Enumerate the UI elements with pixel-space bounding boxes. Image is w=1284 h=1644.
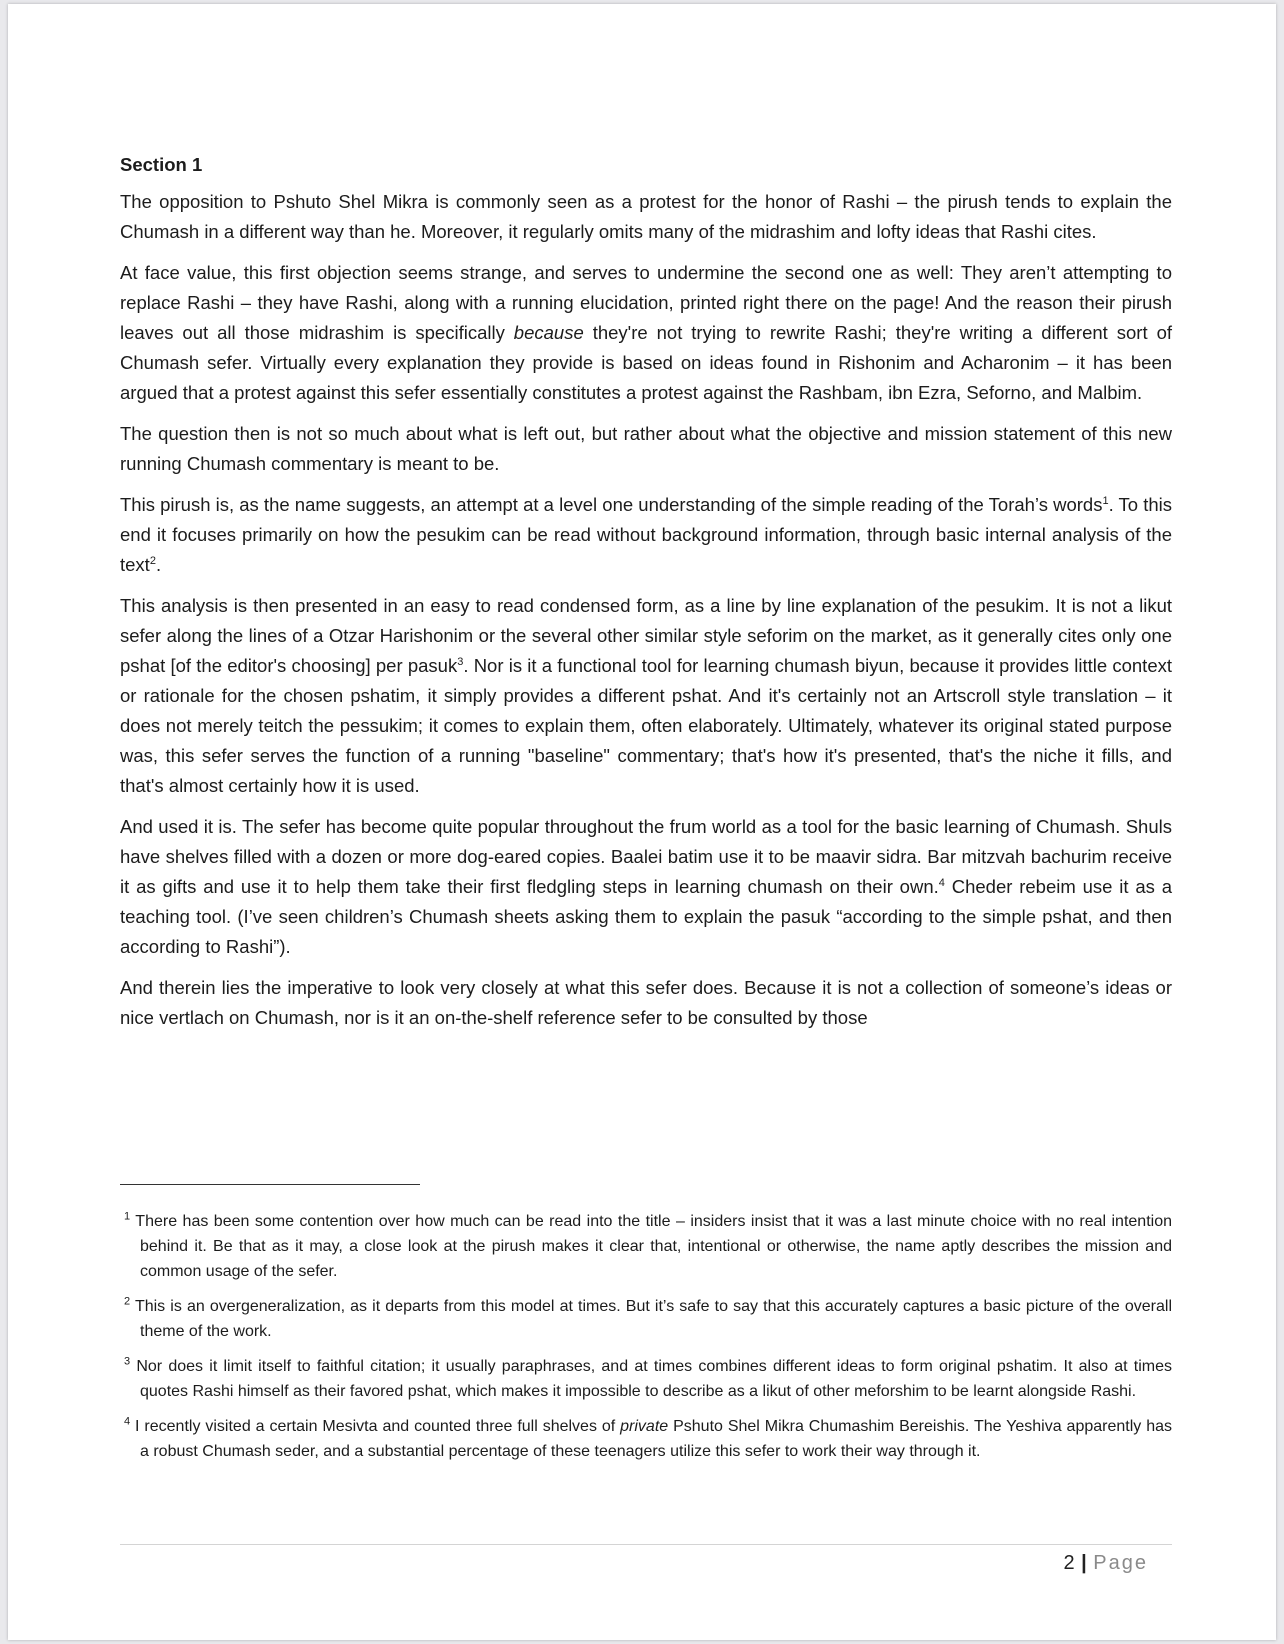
paragraph-6: And used it is. The sefer has become quite popular throughout the frum world as a tool for the basic learning of Chumash. Shuls have shelves filled with a dozen or more dog-eared copies. Baalei batim use it to be maavir sidra. Bar mitzvah bachurim receive it as gifts and use it to help them take their first fledgling steps in learning chumash on their own.$^4$ Cheder rebeim use it as a teaching tool. (I’ve seen children’s Chumash sheets asking them to explain the pasuk “according to the simple pshat, and then according to Rashi”). [120, 816, 1172, 957]
footnote-ref-2[interactable]: 2 [149, 554, 156, 567]
paragraph-2: At face value, this first objection seems strange, and serves to undermine the second one as well: They aren’t attempting to replace Rashi – they have Rashi, along with a running elucidation, printed right there on the page! And the reason their pirush leaves out all those midrashim is specifically because they're not trying to rewrite Rashi; they're writing a different sort of Chumash sefer. Virtually every explanation they provide is based on ideas found in Rishonim and Acharonim – it has been argued that a protest against this sefer essentially constitutes a protest against the Rashbam, ibn Ezra, Seforno, and Malbim. [120, 262, 1172, 403]
footnote-ref-1[interactable]: 1 [1102, 494, 1109, 507]
footnote-ref-4[interactable]: 4 [938, 876, 945, 889]
main-text [120, 154, 1172, 1044]
document-page [8, 4, 1276, 1640]
footnote-ref-3[interactable]: 3 [457, 655, 464, 668]
paragraph-1: The opposition to Pshuto Shel Mikra is commonly seen as a protest for the honor of Rashi – the pirush tends to explain the Chumash in a different way than he. Moreover, it regularly omits many of the midrashim and lofty ideas that Rashi cites. [120, 191, 1172, 242]
footnotes-section [120, 1184, 1172, 1474]
footnote-separator [120, 1184, 420, 1185]
paragraph-3: The question then is not so much about what is left out, but rather about what the objective and mission statement of this new running Chumash commentary is meant to be. [120, 423, 1172, 474]
footnote-4: $^4$ I recently visited a certain Mesivta and counted three full shelves of private Pshuto Shel Mikra Chumashim Bereishis. The Yeshiva apparently has a robust Chumash seder, and a substantial percentage of these teenagers utilize this sefer to work their way through it. [124, 1415, 1172, 1460]
paragraph-7: And therein lies the imperative to look very closely at what this sefer does. Because it is not a collection of someone’s ideas or nice vertlach on Chumash, nor is it an on-the-shelf reference sefer to be consulted by those [120, 977, 1172, 1028]
section-heading: Section 1 [120, 154, 203, 175]
footnote-2: $^2$ This is an overgeneralization, as it departs from this model at times. But it’s safe to say that this accurately captures a basic picture of the overall theme of the work. [124, 1295, 1172, 1340]
footnote-3: $^3$ Nor does it limit itself to faithful citation; it usually paraphrases, and at times combines different ideas to form original pshatim. It also at times quotes Rashi himself as their favored pshat, which makes it impossible to describe as a likut of other meforshim to be learnt alongside Rashi. [124, 1355, 1172, 1400]
footer-divider [120, 1544, 1172, 1545]
footnote-1: $^1$ There has been some contention over how much can be read into the title – insiders insist that it was a last minute choice with no real intention behind it. Be that as it may, a close look at the pirush makes it clear that, intentional or otherwise, the name aptly describes the mission and common usage of the sefer. [124, 1210, 1172, 1280]
page-number: 2 | Page [1063, 1552, 1148, 1574]
paragraph-5: This analysis is then presented in an easy to read condensed form, as a line by line explanation of the pesukim. It is not a likut sefer along the lines of a Otzar Harishonim or the several other similar style seforim on the market, as it generally cites only one pshat [of the editor's choosing] per pasuk$^3$. Nor is it a functional tool for learning chumash biyun, because it provides little context or rationale for the chosen pshatim, it simply provides a different pshat. And it's certainly not an Artscroll style translation – it does not merely teitch the pessukim; it comes to explain them, often elaborately. Ultimately, whatever its original stated purpose was, this sefer serves the function of a running "baseline" commentary; that's how it's presented, that's the niche it fills, and that's almost certainly how it is used. [120, 595, 1172, 796]
paragraph-4: This pirush is, as the name suggests, an attempt at a level one understanding of the simple reading of the Torah’s words$^1$. To this end it focuses primarily on how the pesukim can be read without background information, through basic internal analysis of the text$^2$. [120, 494, 1172, 575]
